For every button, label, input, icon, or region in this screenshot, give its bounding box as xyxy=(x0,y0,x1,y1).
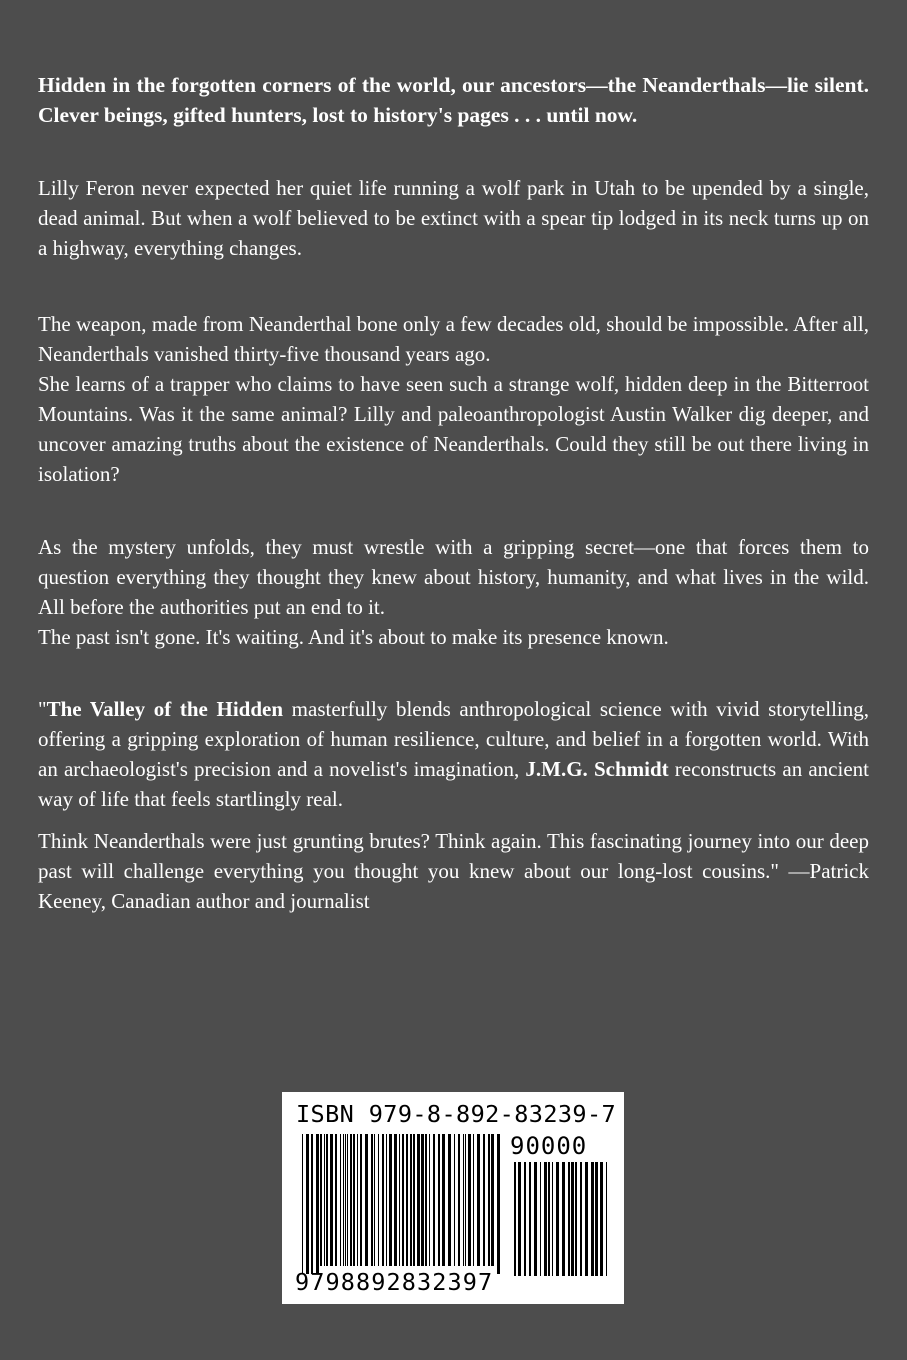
price-barcode-bar xyxy=(562,1162,565,1276)
barcode-bar xyxy=(497,1134,500,1274)
barcode-bar xyxy=(360,1134,362,1266)
barcode-bar xyxy=(389,1134,392,1266)
barcode-bar xyxy=(491,1134,494,1266)
barcode-bar xyxy=(347,1134,348,1266)
barcode-bar xyxy=(302,1134,303,1274)
blurb-paragraph-3b-text: The past isn't gone. It's waiting. And it's about to make its presence known. xyxy=(38,625,669,649)
barcode-bar xyxy=(330,1134,333,1266)
price-barcode-bar xyxy=(514,1162,516,1276)
review-paragraph-2 xyxy=(38,826,869,916)
blurb-paragraph-3a-text: As the mystery unfolds, they must wrestle with a gripping secret—one that forces them to question everything they thought they knew about history, humanity, and what lives in the wild. All before the authorities put an end to it. xyxy=(38,535,869,619)
barcode-bar xyxy=(425,1134,427,1266)
barcode-bar xyxy=(402,1134,404,1266)
barcode-bar xyxy=(483,1134,485,1266)
lead-paragraph xyxy=(38,70,869,130)
barcode-bar xyxy=(306,1134,309,1274)
lead-text: Hidden in the forgotten corners of the world, our ancestors—the Neanderthals—lie silent. Clever beings, gifted hunters, lost to history's pages . . . until now. xyxy=(38,73,869,127)
price-barcode-bar xyxy=(529,1162,531,1276)
barcode-bar xyxy=(410,1134,412,1266)
barcode-bar xyxy=(477,1134,480,1266)
barcode-bar xyxy=(357,1134,358,1266)
barcode-bar xyxy=(468,1134,471,1266)
isbn-barcode xyxy=(282,1092,624,1304)
price-code: 90000 xyxy=(510,1132,588,1160)
price-barcode-bar xyxy=(534,1162,537,1276)
author-name: J.M.G. Schmidt xyxy=(525,757,669,781)
barcode-bar xyxy=(458,1134,460,1266)
price-barcode-bar xyxy=(591,1162,594,1276)
barcode-bar xyxy=(316,1134,319,1274)
blurb-paragraph-2b-text: She learns of a trapper who claims to have seen such a strange wolf, hidden deep in the Bitterroot Mountains. Was it the same animal? Lilly and paleoanthropologist Austin Walker dig deeper, and uncover amazing truths about the existence of Neanderthals. Could they still be out there living in isolation? xyxy=(38,372,869,486)
review-text-part-1: masterfully blends anthropological science with vivid storytelling, offering a gripping exploration of human resilience, culture, and belief in a forgotten world. With an archaeologist's precision and a novelist's imagination, xyxy=(38,697,869,781)
barcode-bar xyxy=(386,1134,387,1266)
price-barcode-bar xyxy=(585,1162,588,1276)
price-barcode-bar xyxy=(600,1162,603,1276)
barcode-bar xyxy=(335,1134,337,1266)
barcode-bar xyxy=(378,1134,379,1266)
barcode-bar xyxy=(311,1134,313,1274)
barcode-digits: 9798892832397 xyxy=(295,1268,494,1296)
blurb-paragraph-1-text: Lilly Feron never expected her quiet life running a wolf park in Utah to be upended by a single, dead animal. But when a wolf believed to be extinct with a spear tip lodged in its neck turns up on a highway, everything changes. xyxy=(38,176,869,260)
price-barcode-bar xyxy=(524,1162,526,1276)
open-quote: " xyxy=(38,697,47,721)
barcode-bar xyxy=(488,1134,490,1266)
barcode-bar xyxy=(326,1134,328,1266)
blurb-paragraph-2 xyxy=(38,309,869,489)
review-paragraph-2-text: Think Neanderthals were just grunting brutes? Think again. This fascinating journey into our deep past will challenge everything you thought you knew about our long-lost cousins." —Patrick Keeney, Canadian author and journalist xyxy=(38,829,869,913)
barcode-bar xyxy=(371,1134,373,1266)
barcode-bar xyxy=(448,1134,451,1266)
barcode-bar xyxy=(438,1134,440,1266)
barcode-bar xyxy=(465,1134,466,1266)
barcode-bar xyxy=(350,1134,352,1266)
price-barcode-bar xyxy=(544,1162,547,1276)
barcode-bar xyxy=(345,1134,346,1266)
book-title: The Valley of the Hidden xyxy=(46,697,284,721)
price-barcode-bar xyxy=(595,1162,598,1276)
barcode-bar xyxy=(433,1134,435,1266)
price-barcode-bar xyxy=(568,1162,570,1276)
barcode-bar xyxy=(399,1134,400,1266)
blurb-paragraph-1 xyxy=(38,173,869,263)
price-barcode-bar xyxy=(556,1162,559,1276)
barcode-bar xyxy=(463,1134,464,1266)
barcode-bar xyxy=(413,1134,415,1266)
barcode-bar xyxy=(343,1134,344,1266)
review-text-part-2: reconstructs an ancient way of life that feels startlingly real. xyxy=(38,757,869,811)
price-barcode-bar xyxy=(606,1162,607,1276)
barcode-bar xyxy=(442,1134,445,1266)
barcode-bar xyxy=(382,1134,384,1266)
price-barcode-bar xyxy=(540,1162,541,1276)
price-barcode-bar xyxy=(571,1162,574,1276)
barcode-bar xyxy=(473,1134,474,1266)
blurb-paragraph-2a-text: The weapon, made from Neanderthal bone only a few decades old, should be impossible. After all, Neanderthals vanished thirty-five thousand years ago. xyxy=(38,312,869,366)
barcode-bar xyxy=(394,1134,397,1266)
barcode-bar xyxy=(454,1134,455,1266)
review-paragraph-1 xyxy=(38,694,869,814)
price-barcode-bar xyxy=(580,1162,582,1276)
barcode-bar xyxy=(353,1134,355,1266)
blurb-paragraph-3 xyxy=(38,532,869,652)
barcode-bar xyxy=(340,1134,341,1266)
barcode-bar xyxy=(365,1134,368,1266)
price-barcode-bar xyxy=(548,1162,550,1276)
barcode-bar xyxy=(417,1134,420,1266)
price-barcode-bar xyxy=(575,1162,577,1276)
barcode-bar xyxy=(320,1134,322,1266)
barcode-bar xyxy=(406,1134,408,1266)
barcode-bar xyxy=(324,1134,325,1266)
barcode-bar xyxy=(421,1134,424,1266)
review-text xyxy=(38,694,869,814)
price-barcode-bar xyxy=(518,1162,521,1276)
barcode-bar xyxy=(374,1134,375,1266)
barcode-bar xyxy=(429,1134,430,1266)
price-barcode-bar xyxy=(552,1162,553,1276)
isbn-label: ISBN 979-8-892-83239-7 xyxy=(296,1100,617,1128)
